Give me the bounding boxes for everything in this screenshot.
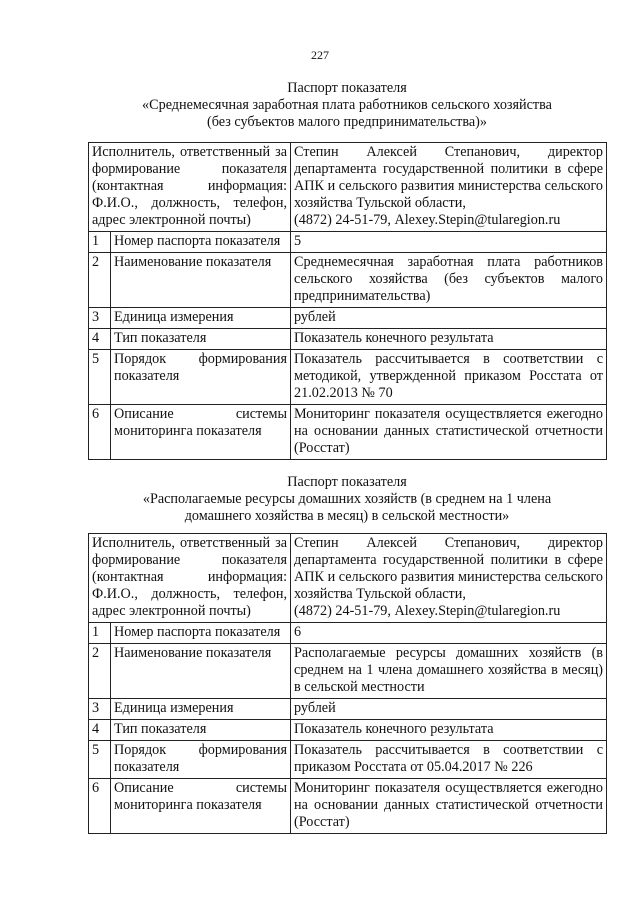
row-number: 6 xyxy=(89,779,111,834)
row-number: 6 xyxy=(89,405,111,460)
executor-contact: (4872) 24-51-79, Alexey.Stepin@tularegion.ru xyxy=(294,212,561,228)
executor-contact: (4872) 24-51-79, Alexey.Stepin@tularegion.ru xyxy=(294,603,561,619)
table-row xyxy=(89,405,607,460)
row-label: Описание системы мониторинга показателя xyxy=(111,779,291,834)
table-row xyxy=(89,232,607,253)
row-number: 2 xyxy=(89,253,111,308)
row-label: Тип показателя xyxy=(111,720,291,741)
passport-heading: Паспорт показателя xyxy=(287,80,407,96)
passport-table xyxy=(88,142,607,460)
table-row xyxy=(89,350,607,405)
table-row xyxy=(89,699,607,720)
row-label: Номер паспорта показателя xyxy=(111,232,291,253)
passport-title xyxy=(88,474,606,525)
table-row-executor xyxy=(89,534,607,623)
row-value: рублей xyxy=(291,699,607,720)
row-label: Единица измерения xyxy=(111,699,291,720)
passport-subtitle-line: «Располагаемые ресурсы домашних хозяйств (в среднем на 1 члена xyxy=(142,491,552,507)
row-number: 1 xyxy=(89,232,111,253)
row-label: Единица измерения xyxy=(111,308,291,329)
row-number: 2 xyxy=(89,644,111,699)
passport-section xyxy=(88,80,606,460)
executor-value: Степин Алексей Степанович, директор департамента государственной политики в сфере АПК и сельского развития министерства сельского хозяйства Тульской области, xyxy=(294,144,604,211)
page-number: 227 xyxy=(311,48,329,62)
executor-value-cell xyxy=(291,143,607,232)
passport-subtitle-line: «Среднемесячная заработная плата работников сельского хозяйства xyxy=(142,97,552,113)
row-label: Порядок формирования показателя xyxy=(111,741,291,779)
row-value: Мониторинг показателя осуществляется ежегодно на основании данных статистической отчетности (Росстат) xyxy=(291,405,607,460)
passport-title xyxy=(88,80,606,131)
table-row xyxy=(89,720,607,741)
row-label: Порядок формирования показателя xyxy=(111,350,291,405)
passport-section xyxy=(88,474,606,834)
table-row xyxy=(89,779,607,834)
executor-label: Исполнитель, ответственный за формирование показателя (контактная информация: Ф.И.О., должность, телефон, адрес электронной почты) xyxy=(89,534,291,623)
row-value: Среднемесячная заработная плата работников сельского хозяйства (без субъектов малого предпринимательства) xyxy=(291,253,607,308)
row-value: Показатель рассчитывается в соответствии с методикой, утвержденной приказом Росстата от 21.02.2013 № 70 xyxy=(291,350,607,405)
row-number: 5 xyxy=(89,741,111,779)
row-number: 4 xyxy=(89,329,111,350)
row-number: 4 xyxy=(89,720,111,741)
row-value: Располагаемые ресурсы домашних хозяйств (в среднем на 1 члена домашнего хозяйства в месяц) в сельской местности xyxy=(291,644,607,699)
executor-value: Степин Алексей Степанович, директор департамента государственной политики в сфере АПК и сельского развития министерства сельского хозяйства Тульской области, xyxy=(294,535,604,602)
row-value: Показатель рассчитывается в соответствии с приказом Росстата от 05.04.2017 № 226 xyxy=(291,741,607,779)
row-label: Тип показателя xyxy=(111,329,291,350)
row-label: Номер паспорта показателя xyxy=(111,623,291,644)
executor-value-cell xyxy=(291,534,607,623)
row-number: 3 xyxy=(89,699,111,720)
executor-label: Исполнитель, ответственный за формирование показателя (контактная информация: Ф.И.О., должность, телефон, адрес электронной почты) xyxy=(89,143,291,232)
row-label: Наименование показателя xyxy=(111,253,291,308)
row-value: 6 xyxy=(291,623,607,644)
passport-heading: Паспорт показателя xyxy=(287,474,407,490)
table-row xyxy=(89,329,607,350)
table-row xyxy=(89,308,607,329)
row-number: 3 xyxy=(89,308,111,329)
table-row xyxy=(89,644,607,699)
row-number: 1 xyxy=(89,623,111,644)
row-value: Мониторинг показателя осуществляется ежегодно на основании данных статистической отчетности (Росстат) xyxy=(291,779,607,834)
row-label: Описание системы мониторинга показателя xyxy=(111,405,291,460)
passport-subtitle-line: домашнего хозяйства в месяц) в сельской местности» xyxy=(184,508,510,524)
row-value: рублей xyxy=(291,308,607,329)
passport-subtitle-line: (без субъектов малого предпринимательства)» xyxy=(207,114,487,130)
table-row xyxy=(89,623,607,644)
row-label: Наименование показателя xyxy=(111,644,291,699)
row-value: Показатель конечного результата xyxy=(291,329,607,350)
table-row xyxy=(89,741,607,779)
row-value: 5 xyxy=(291,232,607,253)
passport-table xyxy=(88,533,607,834)
row-value: Показатель конечного результата xyxy=(291,720,607,741)
table-row xyxy=(89,253,607,308)
table-row-executor xyxy=(89,143,607,232)
row-number: 5 xyxy=(89,350,111,405)
